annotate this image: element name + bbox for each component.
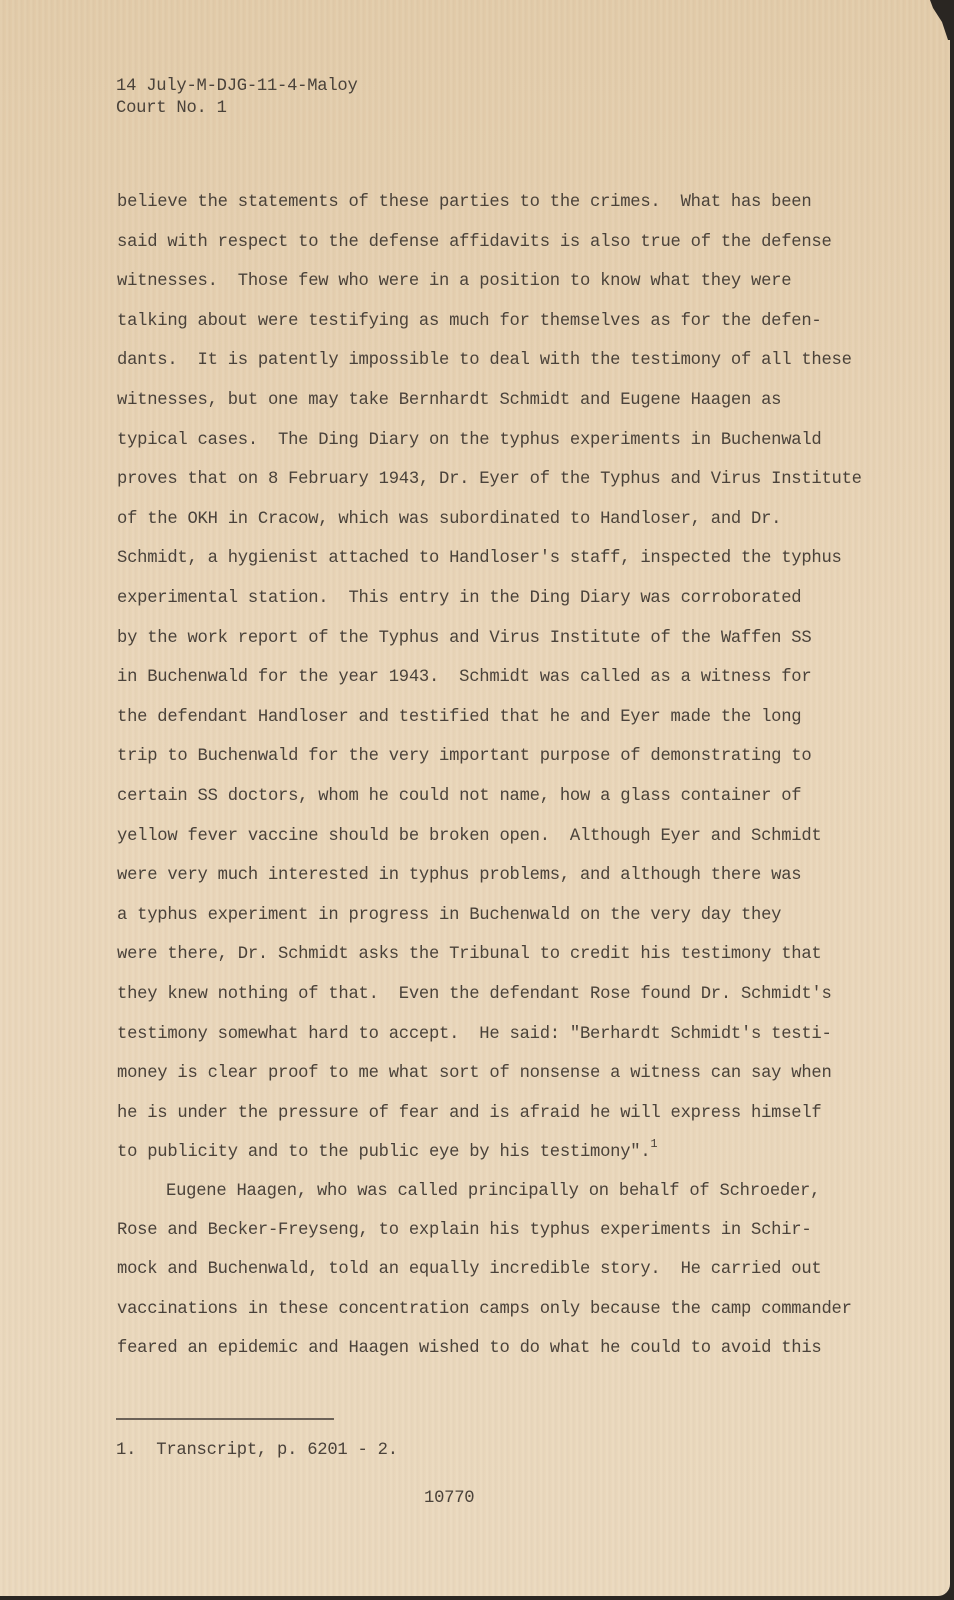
body-line — [117, 945, 822, 964]
body-line — [117, 668, 811, 687]
body-line — [117, 787, 801, 806]
body-line — [117, 629, 811, 648]
body-line-text: the defendant Handloser and testified that he and Eyer made the long — [117, 707, 802, 727]
body-line: Rose and Becker-Freyseng, to explain his typhus experiments in Schir- — [117, 1221, 812, 1241]
body-line-text: certain SS doctors, whom he could not name, how a glass container of — [117, 787, 802, 806]
body-line-text: testimony somewhat hard to accept. He said: "Berhardt Schmidt's testi- — [117, 1024, 832, 1044]
body-line — [117, 589, 801, 608]
page-number: 10770 — [424, 1489, 475, 1508]
body-line — [117, 747, 811, 766]
body-line — [117, 391, 781, 410]
body-line — [117, 1064, 832, 1083]
body-line-text: were there, Dr. Schmidt asks the Tribunal to credit his testimony that — [117, 945, 822, 965]
body-line-text: witnesses, but one may take Bernhardt Schmidt and Eugene Haagen as — [117, 391, 782, 410]
body-line-text: experimental station. This entry in the Ding Diary was corroborated — [117, 589, 802, 608]
body-line-text: to publicity and to the public eye by his testimony". — [117, 1143, 651, 1163]
header-reference: 14 July-M-DJG-11-4-Maloy — [116, 77, 358, 96]
torn-corner — [924, 0, 954, 40]
body-line — [117, 431, 822, 450]
body-line-text: said with respect to the defense affidavits is also true of the defense — [117, 232, 832, 252]
body-line-text: typical cases. The Ding Diary on the typhus experiments in Buchenwald — [117, 430, 822, 450]
body-line — [117, 906, 781, 925]
body-line-text: he is under the pressure of fear and is afraid he will express himself — [117, 1103, 822, 1123]
body-line — [117, 193, 811, 212]
footnote-divider — [116, 1418, 334, 1420]
body-line: mock and Buchenwald, told an equally incredible story. He carried out — [117, 1260, 822, 1280]
body-line — [117, 510, 781, 529]
body-line — [117, 1025, 832, 1044]
body-line-text: yellow fever vaccine should be broken open. Although Eyer and Schmidt — [117, 826, 822, 846]
footnote-marker: 1 — [650, 1137, 658, 1152]
body-line — [117, 827, 822, 846]
body-line — [117, 470, 862, 489]
header-court: Court No. 1 — [116, 99, 227, 118]
body-line-text: of the OKH in Cracow, which was subordinated to Handloser, and Dr. — [117, 509, 782, 529]
body-line-text: dants. It is patently impossible to deal with the testimony of all these — [117, 351, 852, 371]
body-line-text: Schmidt, a hygienist attached to Handloser's staff, inspected the typhus — [117, 549, 842, 569]
body-line-text: by the work report of the Typhus and Virus Institute of the Waffen SS — [117, 628, 812, 648]
body-line-text: were very much interested in typhus problems, and although there was — [117, 866, 802, 886]
body-line — [117, 351, 852, 370]
body-line-text: a typhus experiment in progress in Buchenwald on the very day they — [117, 905, 782, 925]
body-line — [117, 985, 832, 1004]
body-line — [117, 708, 801, 727]
body-line: vaccinations in these concentration camps only because the camp commander — [117, 1299, 852, 1319]
body-line-text: in Buchenwald for the year 1943. Schmidt was called as a witness for — [117, 668, 812, 688]
body-line — [117, 233, 832, 252]
paragraph-start-line: Eugene Haagen, who was called principally on behalf of Schroeder, — [166, 1182, 821, 1201]
body-line — [117, 866, 801, 885]
footnote: 1. Transcript, p. 6201 - 2. — [116, 1441, 398, 1460]
document-header — [116, 76, 358, 120]
body-line — [117, 312, 822, 331]
body-line-text: they knew nothing of that. Even the defendant Rose found Dr. Schmidt's — [117, 985, 832, 1004]
body-line: feared an epidemic and Haagen wished to do what he could to avoid this — [117, 1338, 822, 1358]
body-line-text: proves that on 8 February 1943, Dr. Eyer of the Typhus and Virus Institute — [117, 470, 862, 490]
body-line-text: trip to Buchenwald for the very important purpose of demonstrating to — [117, 747, 812, 767]
body-line — [117, 1104, 822, 1123]
body-line — [117, 1137, 658, 1163]
body-line-text: talking about were testifying as much for themselves as for the defen- — [117, 311, 822, 331]
body-line-text: money is clear proof to me what sort of nonsense a witness can say when — [117, 1064, 832, 1084]
body-line — [117, 272, 791, 291]
body-line — [117, 549, 842, 568]
body-line-text: witnesses. Those few who were in a position to know what they were — [117, 272, 792, 292]
body-line-text: believe the statements of these parties to the crimes. What has been — [117, 193, 812, 212]
